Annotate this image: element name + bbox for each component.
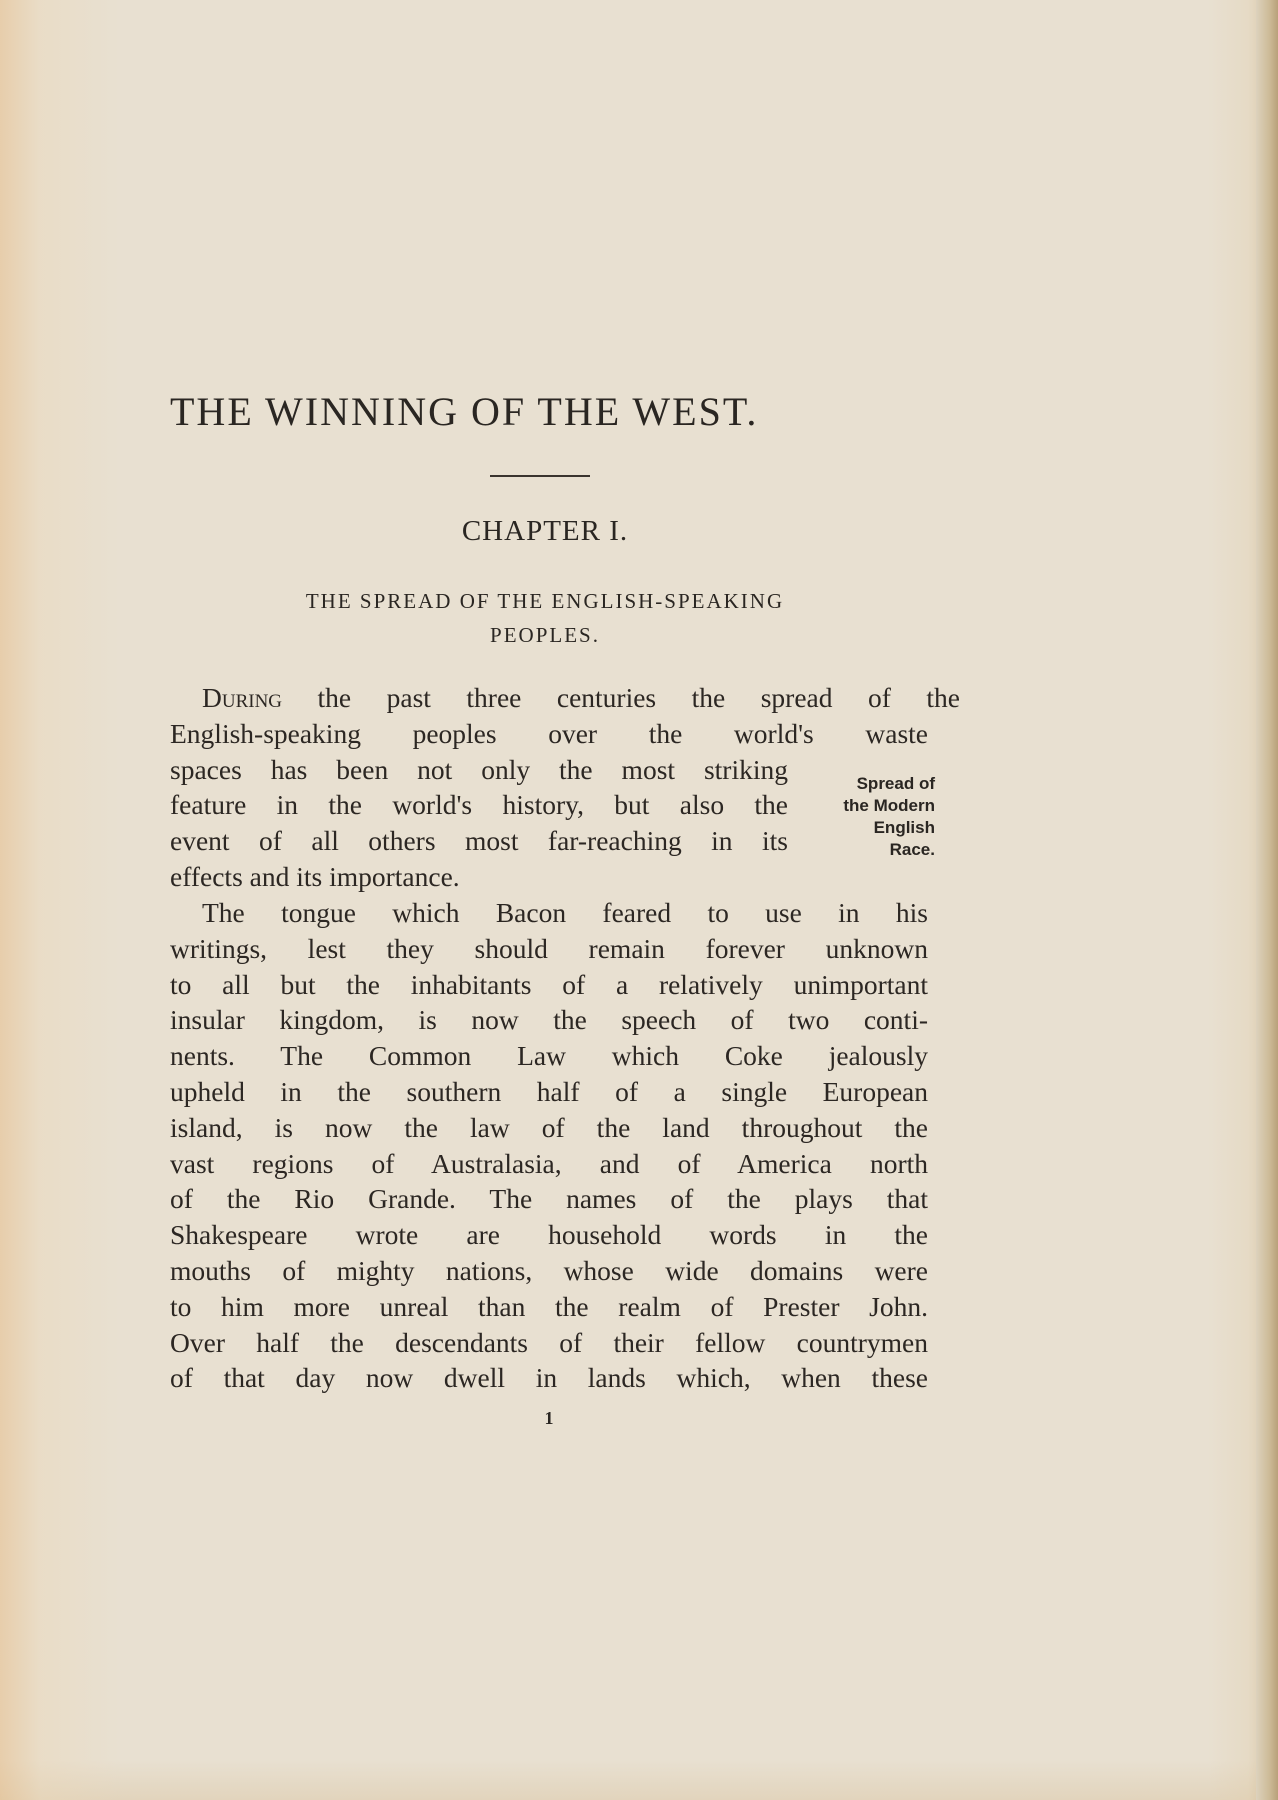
- text-line: English-speaking peoples over the world's waste: [170, 717, 928, 749]
- margin-note: [795, 773, 935, 861]
- text-line: The tongue which Bacon feared to use in his: [202, 897, 928, 928]
- chapter-heading: CHAPTER I.: [461, 515, 629, 547]
- text-line: insular kingdom, is now the speech of two conti-: [170, 1004, 928, 1036]
- text-line: nents. The Common Law which Coke jealously: [170, 1040, 928, 1072]
- margin-note-line: the Modern: [843, 796, 935, 815]
- book-title: THE WINNING OF THE WEST.: [170, 389, 759, 434]
- chapter-title-line: PEOPLES.: [490, 623, 600, 647]
- text-line: mouths of mighty nations, whose wide domains were: [170, 1254, 928, 1286]
- text-line: to him more unreal than the realm of Prester John.: [170, 1290, 928, 1322]
- text-line: Over half the descendants of their fellow countrymen: [170, 1326, 928, 1358]
- text-line: of that day now dwell in lands which, when these: [170, 1362, 928, 1394]
- paragraph-2: [170, 895, 928, 1396]
- text-line: feature in the world's history, but also the: [170, 789, 788, 821]
- chapter-title-line: THE SPREAD OF THE ENGLISH-SPEAKING: [305, 589, 785, 613]
- text-line: vast regions of Australasia, and of America north: [170, 1147, 928, 1179]
- page-number: 1: [544, 1408, 554, 1428]
- text-line: of the Rio Grande. The names of the plays that: [170, 1183, 928, 1215]
- text-line: writings, lest they should remain forever unknown: [170, 932, 928, 964]
- text-line: event of all others most far-reaching in its: [170, 825, 788, 857]
- margin-note-line: Race.: [889, 840, 935, 859]
- text-line: island, is now the law of the land throughout the: [170, 1111, 928, 1143]
- margin-note-line: Spread of: [856, 774, 935, 793]
- text-line: effects and its importance.: [170, 860, 460, 892]
- text-line-rest: the past three centuries the spread of the: [282, 682, 960, 713]
- margin-note-line: English: [873, 818, 935, 837]
- page-edge: [1256, 0, 1278, 1800]
- dropword: During: [202, 682, 283, 713]
- text-line: spaces has been not only the most striking: [170, 753, 788, 785]
- chapter-title: [170, 584, 920, 652]
- text-line: upheld in the southern half of a single European: [170, 1075, 928, 1107]
- text-line: [170, 680, 960, 716]
- text-line: Shakespeare wrote are household words in the: [170, 1219, 928, 1251]
- title-divider: [490, 475, 590, 477]
- text-line: to all but the inhabitants of a relatively unimportant: [170, 968, 928, 1000]
